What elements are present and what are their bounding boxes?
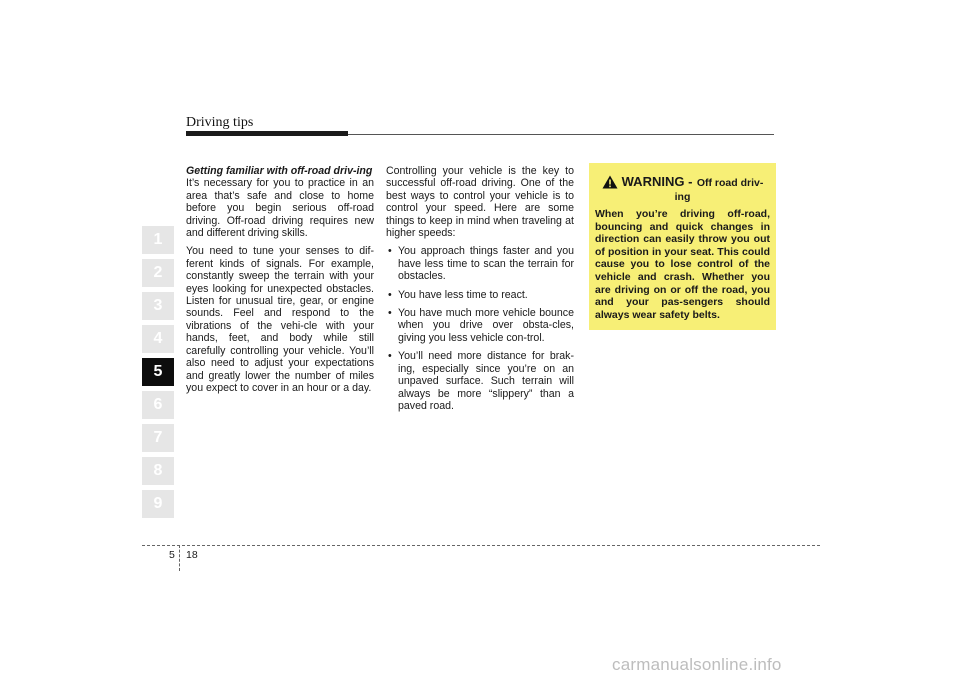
chapter-tab-6[interactable]: 6: [142, 391, 174, 419]
chapter-tab-7[interactable]: 7: [142, 424, 174, 452]
warning-box: [589, 163, 776, 330]
warning-label: WARNING -: [621, 174, 693, 189]
paragraph: You need to tune your senses to dif-ferent kinds of signals. For example, constantly sweep the terrain with your eyes looking for unexpected obstacles. Listen for unusual tire, gear, or engine sounds. Feel and respond to the vibrations of the vehi-cle with your hands, feet, and body while still carefully controlling your vehicle. You’ll also need to adjust your expectations and greatly lower the number of miles you expect to cover in an hour or a day.: [186, 245, 374, 394]
warning-title-line2: ing: [674, 191, 691, 203]
warning-title-line1: Off road driv-: [696, 177, 764, 189]
page-header-title: Driving tips: [186, 115, 254, 130]
chapter-tab-4[interactable]: 4: [142, 325, 174, 353]
warning-header: [595, 173, 770, 191]
chapter-tab-strip: [142, 226, 174, 523]
text-column-left: [186, 165, 374, 400]
bullet-item: • You have less time to react.: [386, 289, 574, 301]
footer-page-number: 18: [186, 549, 198, 561]
warning-text: When you’re driving off-road, bouncing and quick changes in direction can easily throw you out of position in your seat. This could cause you to lose control of the vehicle and crash. Whether you are driving on or off the road, you and your pas-sengers should always wear safety belts.: [595, 208, 770, 321]
watermark: carmanualsonline.info: [612, 655, 782, 674]
chapter-tab-8[interactable]: 8: [142, 457, 174, 485]
intro-paragraph: Controlling your vehicle is the key to successful off-road driving. One of the best ways to control your vehicle is to control your speed. Here are some things to keep in mind when traveling at higher speeds:: [386, 165, 574, 240]
footer-rule: [142, 545, 820, 546]
section-subheading: Getting familiar with off-road driv-ing: [186, 165, 373, 177]
chapter-tab-9[interactable]: 9: [142, 490, 174, 518]
bullet-item: • You approach things faster and you have less time to scan the terrain for obstacles.: [386, 245, 574, 282]
header-rule: [348, 134, 774, 135]
footer-divider: [179, 545, 180, 571]
chapter-tab-5[interactable]: 5: [142, 358, 174, 386]
chapter-tab-1[interactable]: 1: [142, 226, 174, 254]
text-column-middle: [386, 165, 574, 418]
warning-triangle-icon: [602, 175, 618, 189]
paragraph: It’s necessary for you to practice in an area that’s safe and close to home before you begin serious off-road driving. Off-road driving requires new and different driving skills.: [186, 177, 374, 240]
bullet-item: • You have much more vehicle bounce when you drive over obsta-cles, giving you less vehicle con-trol.: [386, 307, 574, 344]
bullet-list: [386, 245, 574, 412]
footer-chapter-number: 5: [169, 549, 175, 561]
chapter-tab-2[interactable]: 2: [142, 259, 174, 287]
bullet-item: • You’ll need more distance for brak-ing, especially since you’re on an unpaved surface. Such terrain will always be more “slippery” than a paved road.: [386, 350, 574, 412]
header-rule-thick: [186, 131, 348, 136]
chapter-tab-3[interactable]: 3: [142, 292, 174, 320]
